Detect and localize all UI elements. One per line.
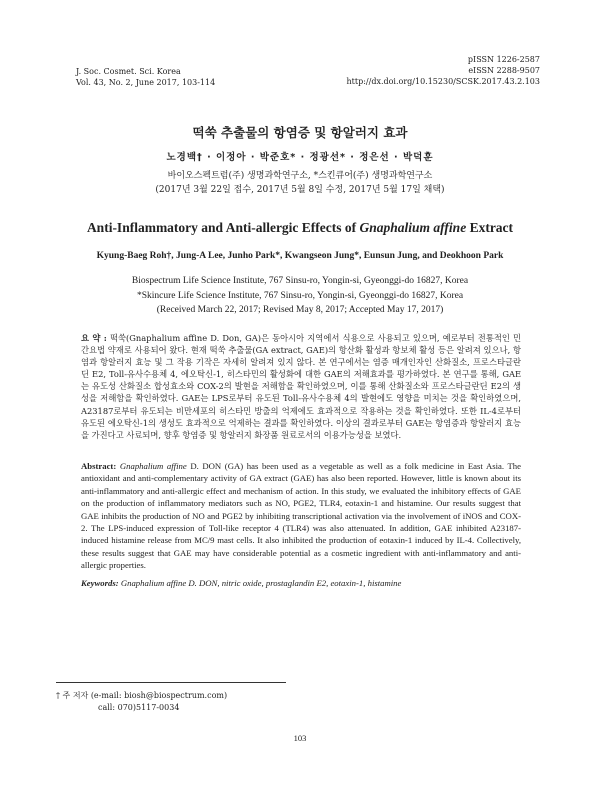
eissn: eISSN 2288-9507 <box>468 66 540 75</box>
korean-dates: (2017년 3월 22일 접수, 2017년 5월 8일 수정, 2017년 5월 17일 채택) <box>155 185 445 195</box>
keywords-text: Gnaphalium affine D. DON, nitric oxide, prostaglandin E2, eotaxin-1, histamine <box>118 578 402 588</box>
keywords-label: Keywords: <box>81 578 119 588</box>
korean-affiliation: 바이오스펙트럼(주) 생명과학연구소, *스킨큐어(주) 생명과학연구소 <box>167 171 433 181</box>
english-abstract-species: Gnaphalium affine <box>119 461 187 471</box>
pissn: pISSN 1226-2587 <box>467 55 540 64</box>
korean-affiliation-block <box>0 169 600 197</box>
doi-link[interactable]: http://dx.doi.org/10.15230/SCSK.2017.43.2.103 <box>346 77 540 86</box>
korean-abstract-text: 떡쑥(Gnaphalium affine D. Don, GA)은 동아시아 지역에서 식용으로 사용되고 있으며, 예로부터 전통적인 민간요법 약재로 사용되어 왔다. 현재 떡쑥 추출물(GA extract, GAE)의 항산화 활성과 항보체 활성 등은 알려져 있으나, 항염과 항알러지 효능 및 그 작용 기작은 자세히 알려져 있지 않다. 본 연구에서는 염증 매개인자인 산화질소, 프로스타글란딘 E2, Toll-유사수용체 4, 에오탁신-1, 히스타민의 활성화에 대한 GAE의 저해효과를 평가하였다. 본 연구를 통해, GAE는 유도성 산화질소 합성효소와 COX-2의 발현을 저해함을 확인하였으며, 이를 통해 산화질소와 프로스타글란딘 E2의 생성을 저해함을 확인하였다. GAE는 LPS로부터 유도된 Toll-유사수용체 4의 발현에도 영향을 미치는 것을 확인하였으며, A23187로부터 유도되는 비만세포의 히스타민 방출의 억제에도 효과적으로 작용하는 것을 확인하였다. 또한 IL-4로부터 유도된 에오탁신-1의 생성도 효과적으로 억제하는 결과를 확인하였다. 이상의 결과로부터 GAE는 항염증과 항알러지 효능을 가진다고 사료되며, 향후 항염증 및 항알러지 화장품 원료로서의 이용가능성을 보였다. <box>81 333 522 440</box>
english-title <box>0 220 600 236</box>
journal-header-right <box>347 54 540 87</box>
footnote <box>56 690 227 714</box>
journal-header-left <box>76 66 215 88</box>
english-title-species: Gnaphalium affine <box>359 220 467 235</box>
keywords <box>81 578 521 588</box>
footnote-phone: call: 070)5117-0034 <box>98 703 180 712</box>
english-abstract <box>81 460 521 572</box>
korean-authors: 노경백† · 이정아 · 박준호* · 정광선* · 정은선 · 박덕훈 <box>166 152 434 163</box>
english-title-end: Extract <box>466 220 514 235</box>
english-affiliation-block <box>0 274 600 318</box>
journal-volume: Vol. 43, No. 2, June 2017, 103-114 <box>76 78 216 87</box>
english-dates: (Received March 22, 2017; Revised May 8, 2017; Accepted May 17, 2017) <box>156 305 444 315</box>
english-authors: Kyung-Baeg Roh†, Jung-A Lee, Junho Park*, Kwangseon Jung*, Eunsun Jung, and Deokhoon Park <box>96 251 504 261</box>
journal-name: J. Soc. Cosmet. Sci. Korea <box>76 67 181 76</box>
footnote-email: † 주 저자 (e-mail: biosh@biospectrum.com) <box>56 691 228 700</box>
korean-title: 떡쑥 추출물의 항염증 및 항알러지 효과 <box>192 125 408 140</box>
korean-abstract <box>81 332 521 441</box>
english-abstract-text: D. DON (GA) has been used as a vegetable as well as a folk medicine in East Asia. The antioxidant and anti-complementary activity of GA extract (GAE) has also been reported. However, little is known about its anti-inflammatory and anti-allergic effect and mechanism of action. In this study, we evaluated the inhibitory effects of GAE on the production of inflammatory mediators such as NO, PGE2, TLR4, eotaxin-1 and histamine. Our results suggest that GAE inhibits the production of NO and PGE2 by inhibiting transcriptional activation via the involvement of iNOS and COX-2. The LPS-induced expression of Toll-like receptor 4 (TLR4) was also attenuated. In addition, GAE inhibited A23187-induced histamine release from MC/9 mast cells. It also inhibited the production of eotaxin-1 induced by IL-4. Collectively, these results suggest that GAE may have considerable potential as a cosmetic ingredient with anti-inflammatory and anti-allergic properties. <box>81 461 522 571</box>
korean-abstract-label: 요 약 : <box>81 333 107 343</box>
english-affiliation-1: Biospectrum Life Science Institute, 767 Sinsu-ro, Yongin-si, Gyeonggi-do 16827, Korea <box>131 276 469 286</box>
page-number: 103 <box>293 733 307 743</box>
footnote-divider <box>56 682 286 683</box>
english-abstract-label: Abstract: <box>81 461 117 471</box>
english-title-main: Anti-Inflammatory and Anti-allergic Effects of <box>86 220 360 235</box>
english-affiliation-2: *Skincure Life Science Institute, 767 Sinsu-ro, Yongin-si, Gyeonggi-do 16827, Korea <box>136 290 464 301</box>
